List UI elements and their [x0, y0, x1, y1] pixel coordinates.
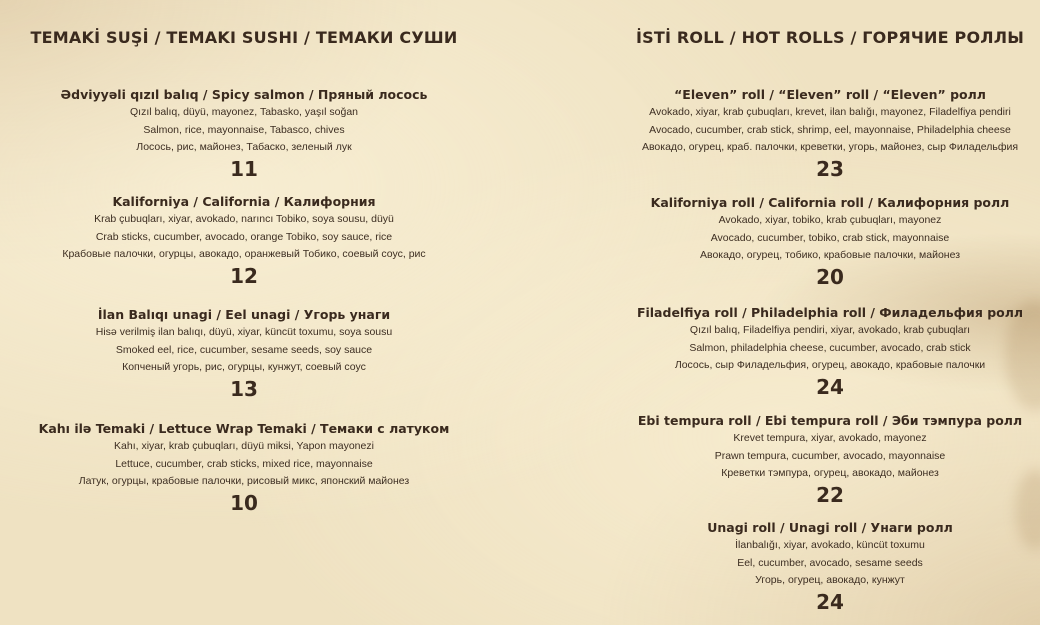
menu-item-description-az: Hisə verilmiş ilan balıqı, düyü, xiyar, küncüt toxumu, soya sousu — [95, 326, 393, 338]
menu-item-description-az: Krab çubuqları, xiyar, avokado, narıncı Tobiko, soya sousu, düyü — [94, 213, 394, 225]
menu-item-description-az: Avokado, xiyar, krab çubuqları, krevet, ilan balığı, mayonez, Filadelfiya pendiri — [649, 106, 1011, 118]
menu-item-description-en: Avocado, cucumber, crab stick, shrimp, eel, mayonnaise, Philadelphia cheese — [649, 123, 1011, 136]
menu-item-description-en: Prawn tempura, cucumber, avocado, mayonnaise — [714, 449, 946, 462]
menu-item-ebi-tempura-roll — [600, 412, 1040, 507]
menu-item-name: Kaliforniya roll / California roll / Калифорния ролл — [650, 195, 1010, 210]
menu-item-name: Kaliforniya / California / Калифорния — [112, 194, 376, 209]
menu-item-california — [14, 193, 474, 288]
menu-item-description-en: Smoked eel, rice, cucumber, sesame seeds, soy sauce — [115, 343, 373, 356]
menu-item-price: 20 — [816, 264, 844, 289]
menu-item-description-en: Crab sticks, cucumber, avocado, orange Tobiko, soy sauce, rice — [95, 230, 393, 243]
menu-item-price: 24 — [816, 374, 844, 399]
menu-item-description-en: Eel, cucumber, avocado, sesame seeds — [737, 556, 923, 569]
menu-item-lettuce-wrap-temaki — [14, 420, 474, 515]
menu-item-eel-unagi — [14, 306, 474, 401]
menu-item-price: 22 — [816, 482, 844, 507]
menu-item-description-ru: Копченый угорь, рис, огурцы, кунжут, соевый соус — [122, 361, 366, 373]
menu-item-price: 10 — [230, 490, 258, 515]
menu-item-name: Kahı ilə Temaki / Lettuce Wrap Temaki / Темаки с латуком — [38, 421, 450, 436]
menu-item-description-ru: Креветки тэмпура, огурец, авокадо, майонез — [721, 467, 939, 479]
menu-item-name: “Eleven” roll / “Eleven” roll / “Eleven” ролл — [674, 87, 986, 102]
menu-item-name: Ebi tempura roll / Ebi tempura roll / Эби тэмпура ролл — [637, 413, 1023, 428]
menu-item-description-az: Avokado, xiyar, tobiko, krab çubuqları, mayonez — [718, 214, 942, 226]
menu-item-california-roll — [600, 194, 1040, 289]
menu-item-spicy-salmon — [14, 86, 474, 181]
menu-item-price: 24 — [816, 589, 844, 614]
menu-item-philadelphia-roll — [600, 304, 1040, 399]
menu-item-description-az: Qızıl balıq, düyü, mayonez, Tabasko, yaşıl soğan — [129, 106, 359, 118]
menu-item-name: Unagi roll / Unagi roll / Унаги ролл — [707, 520, 953, 535]
menu-item-description-ru: Лосось, сыр Филадельфия, огурец, авокадо, крабовые палочки — [674, 359, 986, 371]
menu-item-description-ru: Лосось, рис, майонез, Табаско, зеленый лук — [136, 141, 352, 153]
temaki-section-title: TEMAKİ SUŞİ / TEMAKI SUSHI / ТЕМАКИ СУШИ — [30, 28, 458, 47]
menu-item-eleven-roll — [600, 86, 1040, 181]
menu-item-description-ru: Авокадо, огурец, тобико, крабовые палочки, майонез — [699, 249, 961, 261]
menu-item-name: Ədviyyəli qızıl balıq / Spicy salmon / Пряный лосось — [60, 87, 428, 102]
menu-item-description-az: Krevet tempura, xiyar, avokado, mayonez — [733, 432, 927, 444]
menu-item-description-az: Qızıl balıq, Filadelfiya pendiri, xiyar, avokado, krab çubuqları — [689, 324, 971, 336]
menu-item-name: Filadelfiya roll / Philadelphia roll / Филадельфия ролл — [636, 305, 1024, 320]
hot-rolls-section-title: İSTİ ROLL / HOT ROLLS / ГОРЯЧИЕ РОЛЛЫ — [635, 28, 1025, 47]
menu-item-price: 11 — [230, 156, 258, 181]
menu-item-description-ru: Крабовые палочки, огурцы, авокадо, оранжевый Тобико, соевый соус, рис — [62, 248, 426, 260]
menu-item-price: 13 — [230, 376, 258, 401]
menu-item-price: 12 — [230, 263, 258, 288]
menu-item-description-ru: Латук, огурцы, крабовые палочки, рисовый микс, японский майонез — [78, 475, 410, 487]
menu-item-description-ru: Авокадо, огурец, краб. палочки, креветки, угорь, майонез, сыр Филадельфия — [641, 141, 1019, 153]
menu-item-description-az: Kahı, xiyar, krab çubuqları, düyü miksi, Yapon mayonezi — [114, 440, 374, 452]
menu-item-description-en: Avocado, cucumber, tobiko, crab stick, mayonnaise — [710, 231, 950, 244]
menu-item-description-ru: Угорь, огурец, авокадо, кунжут — [755, 574, 905, 586]
menu-item-description-en: Lettuce, cucumber, crab sticks, mixed rice, mayonnaise — [115, 457, 373, 470]
menu-item-price: 23 — [816, 156, 844, 181]
menu-item-unagi-roll — [600, 519, 1040, 614]
menu-item-description-en: Salmon, philadelphia cheese, cucumber, avocado, crab stick — [689, 341, 971, 354]
menu-item-name: İlan Balıqı unagi / Eel unagi / Угорь унаги — [97, 307, 391, 322]
menu-item-description-en: Salmon, rice, mayonnaise, Tabasco, chives — [143, 123, 345, 136]
menu-item-description-az: İlanbalığı, xiyar, avokado, küncüt toxumu — [735, 539, 925, 551]
